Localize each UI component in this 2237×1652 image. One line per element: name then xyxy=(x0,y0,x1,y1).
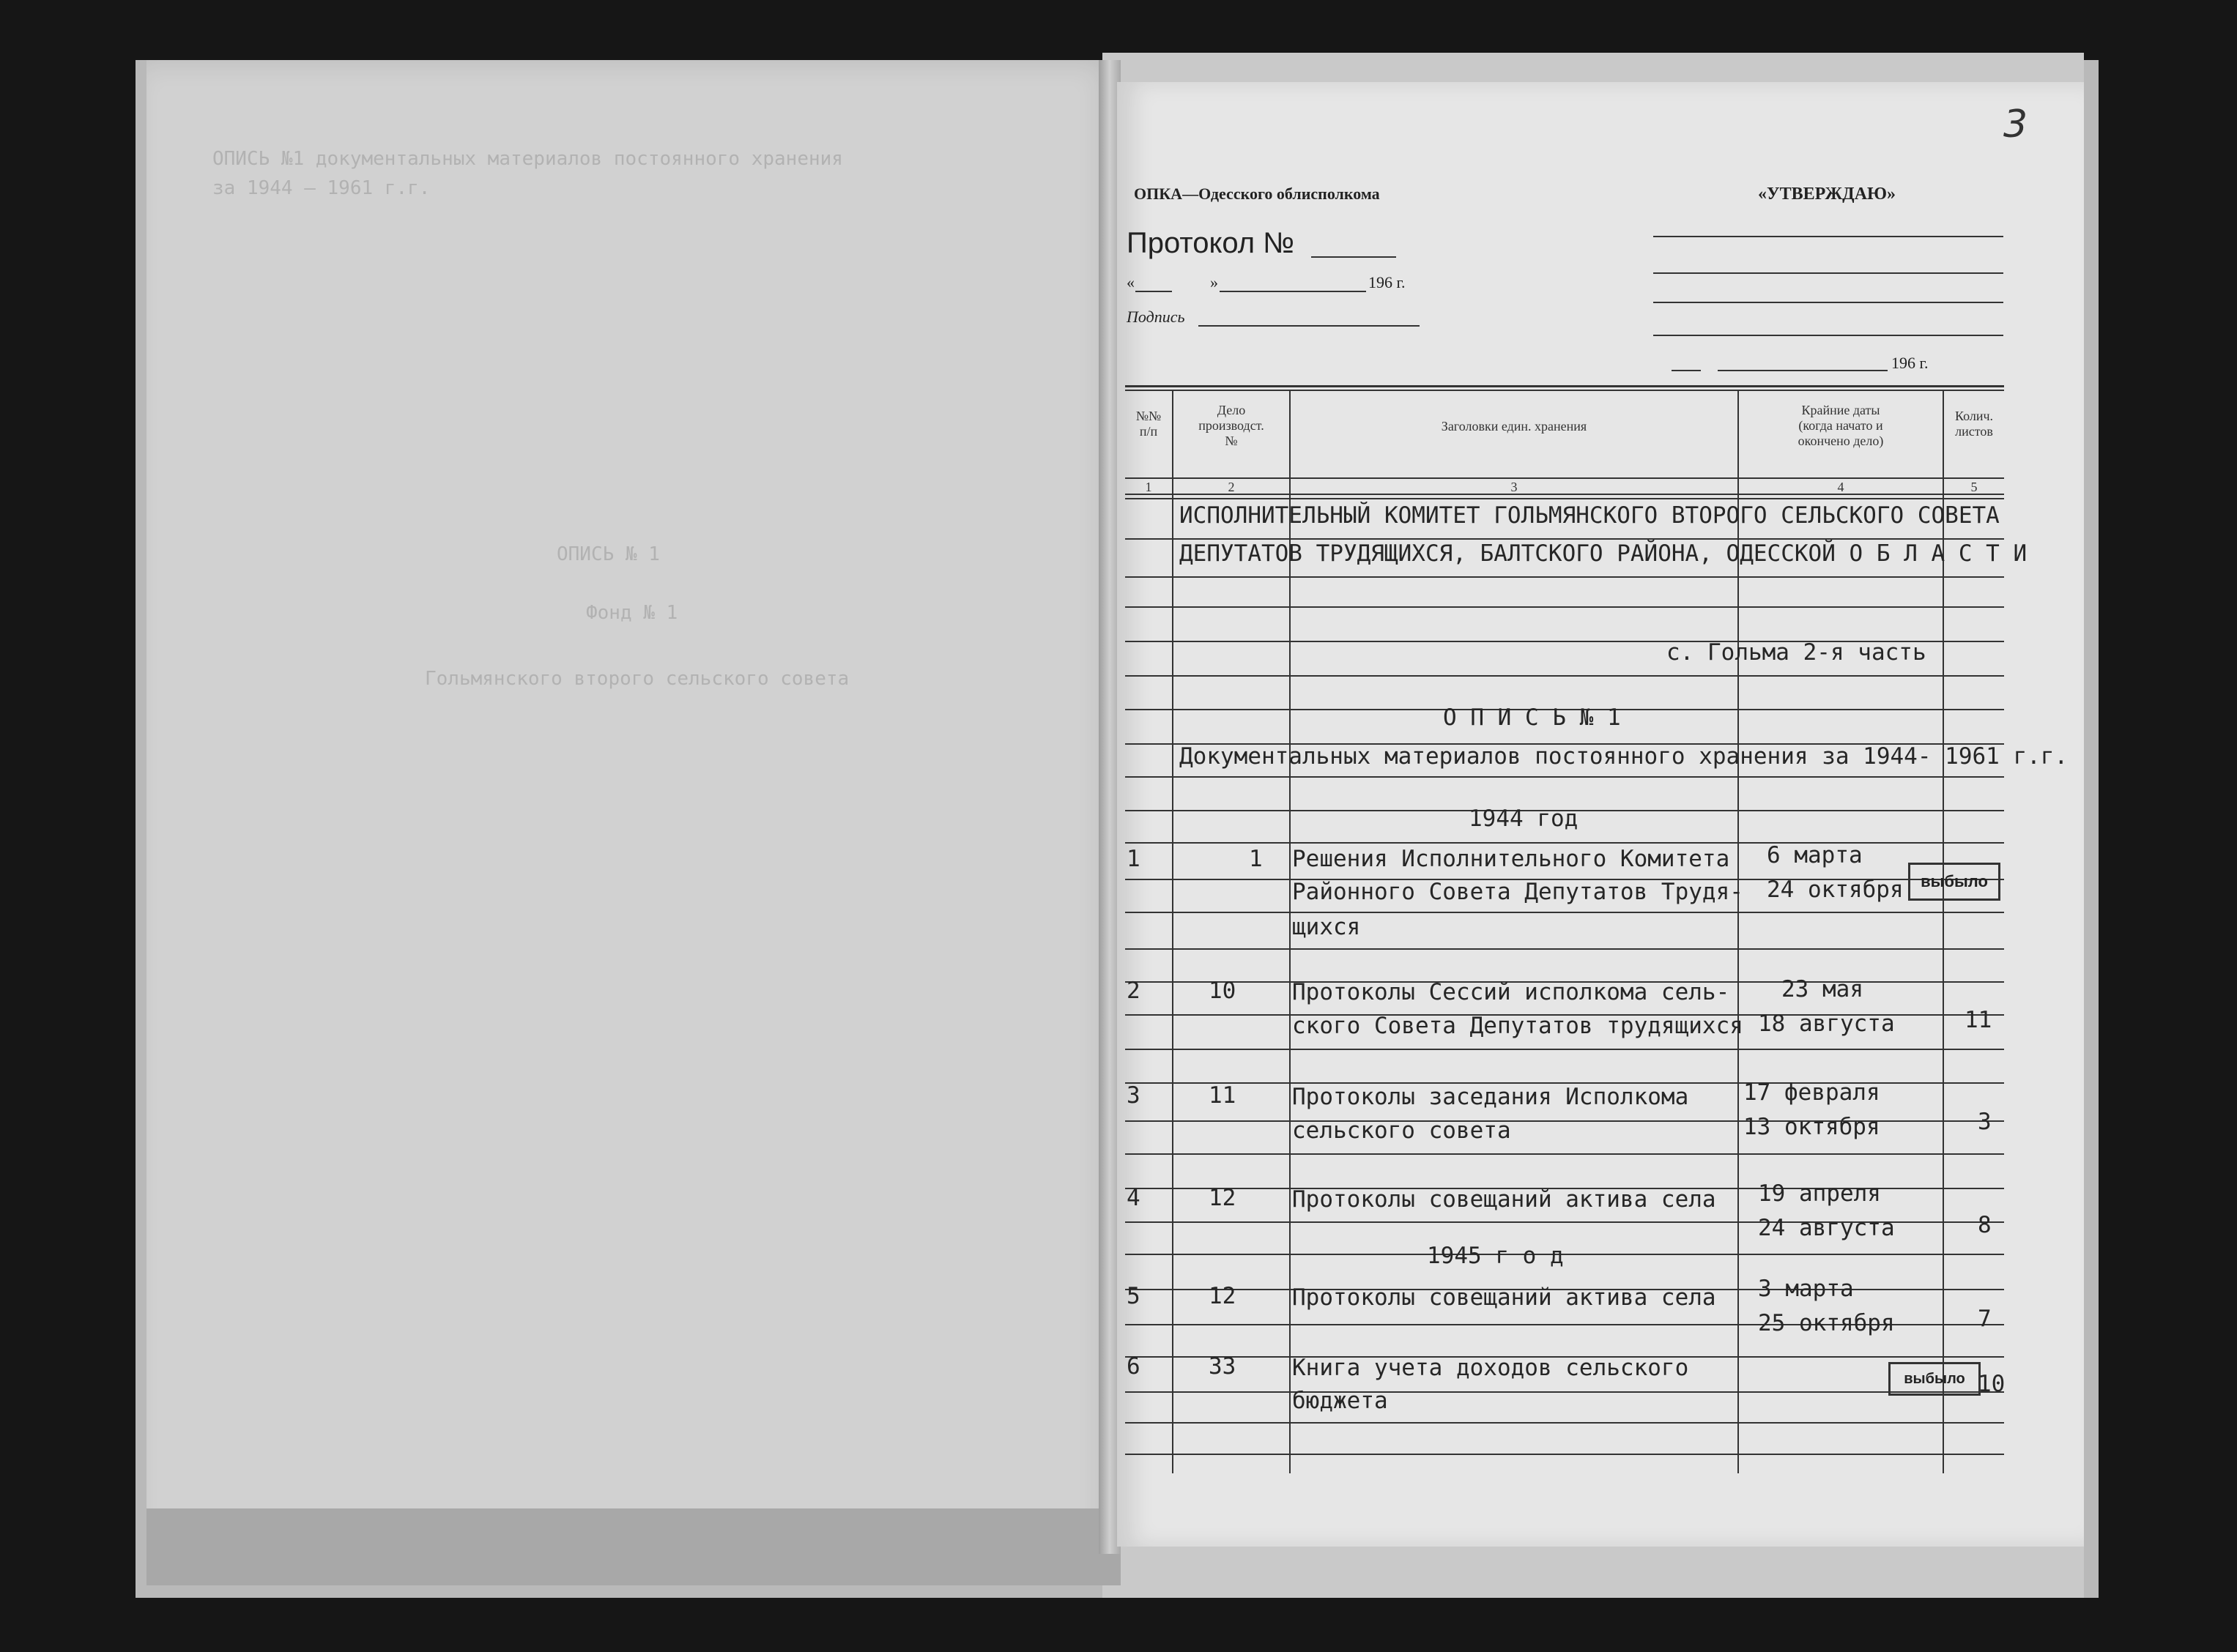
row-title-line: бюджета xyxy=(1292,1388,1388,1414)
ruled-line xyxy=(1125,576,2004,578)
date-month-line xyxy=(1220,291,1366,292)
table-number-row-border xyxy=(1125,498,2004,499)
archive-name: ОПКА—Одесского облисполкома xyxy=(1134,185,1380,203)
row-date-end: 25 октября xyxy=(1758,1310,1895,1336)
col-number-3: 3 xyxy=(1510,480,1518,494)
col-header-number: №№ п/п xyxy=(1135,409,1162,439)
row-date-end: 24 августа xyxy=(1758,1215,1895,1241)
ruled-line xyxy=(1125,606,2004,608)
org-name-line-1: ИСПОЛНИТЕЛЬНЫЙ КОМИТЕТ ГОЛЬМЯНСКОГО ВТОРОГО СЕЛЬСКОГО СОВЕТА xyxy=(1179,502,2000,529)
opis-title: О П И С Ь № 1 xyxy=(1443,704,1621,731)
left-page xyxy=(146,60,1121,1554)
ruled-line xyxy=(1125,842,2004,844)
row-number: 6 xyxy=(1127,1353,1140,1380)
ruled-line xyxy=(1125,538,2004,540)
col-number-4: 4 xyxy=(1837,480,1844,494)
table-top-border xyxy=(1125,385,2004,387)
col-header-dates: Крайние даты (когда начато и окончено дело) xyxy=(1798,403,1884,448)
page-number: 3 xyxy=(2003,103,2028,146)
withdrawn-stamp: выбыло xyxy=(1888,1362,1981,1396)
opis-description: Документальных материалов постоянного хранения за 1944- 1961 г.г. xyxy=(1179,743,2069,770)
row-number: 1 xyxy=(1127,846,1140,872)
ruled-line xyxy=(1125,1422,2004,1424)
row-date-start: 6 марта xyxy=(1767,842,1863,868)
row-date-end: 18 августа xyxy=(1758,1011,1895,1037)
year-suffix: 196 г. xyxy=(1368,273,1406,291)
row-title-line: ского Совета Депутатов трудящихся xyxy=(1292,1013,1743,1039)
row-sheets: 3 xyxy=(1978,1109,1992,1135)
signature-label: Подпись xyxy=(1127,308,1185,326)
approve-label: «УТВЕРЖДАЮ» xyxy=(1758,185,1896,204)
date-quote-open: « xyxy=(1127,273,1135,291)
col-header-delo: Дело производст. № xyxy=(1198,403,1264,448)
row-delo: 12 xyxy=(1209,1185,1236,1211)
year-1945-heading: 1945 г о д xyxy=(1427,1243,1564,1269)
row-delo: 12 xyxy=(1209,1283,1236,1309)
row-title-line: щихся xyxy=(1292,914,1361,940)
bleed-through-text: Фонд № 1 xyxy=(586,602,678,624)
row-title-line: Протоколы заседания Исполкома xyxy=(1292,1084,1689,1110)
approve-date-month-line xyxy=(1718,370,1888,371)
col-number-5: 5 xyxy=(1970,480,1978,494)
col-header-title: Заголовки един. хранения xyxy=(1441,419,1587,434)
table-col-divider xyxy=(1172,390,1173,1473)
row-title-line: Районного Совета Депутатов Трудя- xyxy=(1292,879,1743,905)
row-delo: 10 xyxy=(1209,978,1236,1004)
ruled-line xyxy=(1125,1049,2004,1050)
row-title-line: Книга учета доходов сельского xyxy=(1292,1355,1689,1381)
bleed-through-text: ОПИСЬ № 1 xyxy=(557,543,660,565)
row-date-start: 3 марта xyxy=(1758,1276,1854,1302)
table-header-separator xyxy=(1125,477,2004,479)
row-title-line: сельского совета xyxy=(1292,1117,1511,1144)
row-title-line: Протоколы Сессий исполкома сель- xyxy=(1292,979,1730,1005)
row-date-end: 24 октября xyxy=(1767,877,1904,903)
signature-line xyxy=(1198,325,1420,327)
row-date-end: 13 октября xyxy=(1743,1114,1880,1140)
ruled-line xyxy=(1125,912,2004,913)
row-number: 2 xyxy=(1127,978,1140,1004)
table-top-border xyxy=(1125,390,2004,391)
bleed-through-text: ОПИСЬ №1 документальных материалов постоянного хранения xyxy=(212,148,843,170)
row-sheets: 11 xyxy=(1965,1007,1992,1033)
protocol-label: Протокол № xyxy=(1127,227,1295,259)
ruled-line xyxy=(1125,1391,2004,1393)
col-number-2: 2 xyxy=(1228,480,1235,494)
ruled-line xyxy=(1125,948,2004,950)
year-1944-heading: 1944 год xyxy=(1469,805,1578,832)
approve-date-day-line xyxy=(1672,370,1701,371)
row-delo: 33 xyxy=(1209,1353,1236,1380)
ruled-line xyxy=(1125,776,2004,778)
row-title-line: Протоколы совещаний актива села xyxy=(1292,1284,1716,1311)
row-sheets: 10 xyxy=(1978,1371,2006,1397)
col-header-sheets: Колич. листов xyxy=(1954,409,1994,439)
ruled-line xyxy=(1125,675,2004,677)
ruled-line xyxy=(1125,1254,2004,1255)
ruled-line xyxy=(1125,1153,2004,1155)
protocol-number-line xyxy=(1311,256,1396,258)
row-sheets: 7 xyxy=(1978,1306,1992,1332)
village-name: с. Гольма 2-я часть xyxy=(1666,639,1926,666)
bleed-through-text: за 1944 — 1961 г.г. xyxy=(212,177,431,199)
withdrawn-stamp: выбыло xyxy=(1908,863,2000,901)
row-date-start: 17 февраля xyxy=(1743,1079,1880,1106)
row-number: 5 xyxy=(1127,1283,1140,1309)
date-quote-close: » xyxy=(1210,273,1218,291)
org-name-line-2: ДЕПУТАТОВ ТРУДЯЩИХСЯ, БАЛТСКОГО РАЙОНА, ОДЕССКОЙ О Б Л А С Т И xyxy=(1179,540,2028,567)
bleed-through-text: Гольмянского второго сельского совета xyxy=(425,668,850,690)
row-title-line: Протоколы совещаний актива села xyxy=(1292,1186,1716,1213)
date-day-line xyxy=(1135,291,1172,292)
approve-year: 196 г. xyxy=(1891,354,1929,372)
approve-line xyxy=(1653,302,2003,303)
row-number: 3 xyxy=(1127,1082,1140,1109)
cover-edge xyxy=(146,1508,1121,1585)
row-title-line: Решения Исполнительного Комитета xyxy=(1292,846,1730,872)
col-number-1: 1 xyxy=(1145,480,1152,494)
row-delo: 11 xyxy=(1209,1082,1236,1109)
row-date-start: 23 мая xyxy=(1781,976,1863,1002)
ruled-line xyxy=(1125,1454,2004,1455)
row-sheets: 8 xyxy=(1978,1212,1992,1238)
approve-line xyxy=(1653,272,2003,274)
row-delo: 1 xyxy=(1249,846,1263,872)
approve-line xyxy=(1653,335,2003,336)
row-number: 4 xyxy=(1127,1185,1140,1211)
approve-line xyxy=(1653,236,2003,237)
row-date-start: 19 апреля xyxy=(1758,1180,1881,1207)
